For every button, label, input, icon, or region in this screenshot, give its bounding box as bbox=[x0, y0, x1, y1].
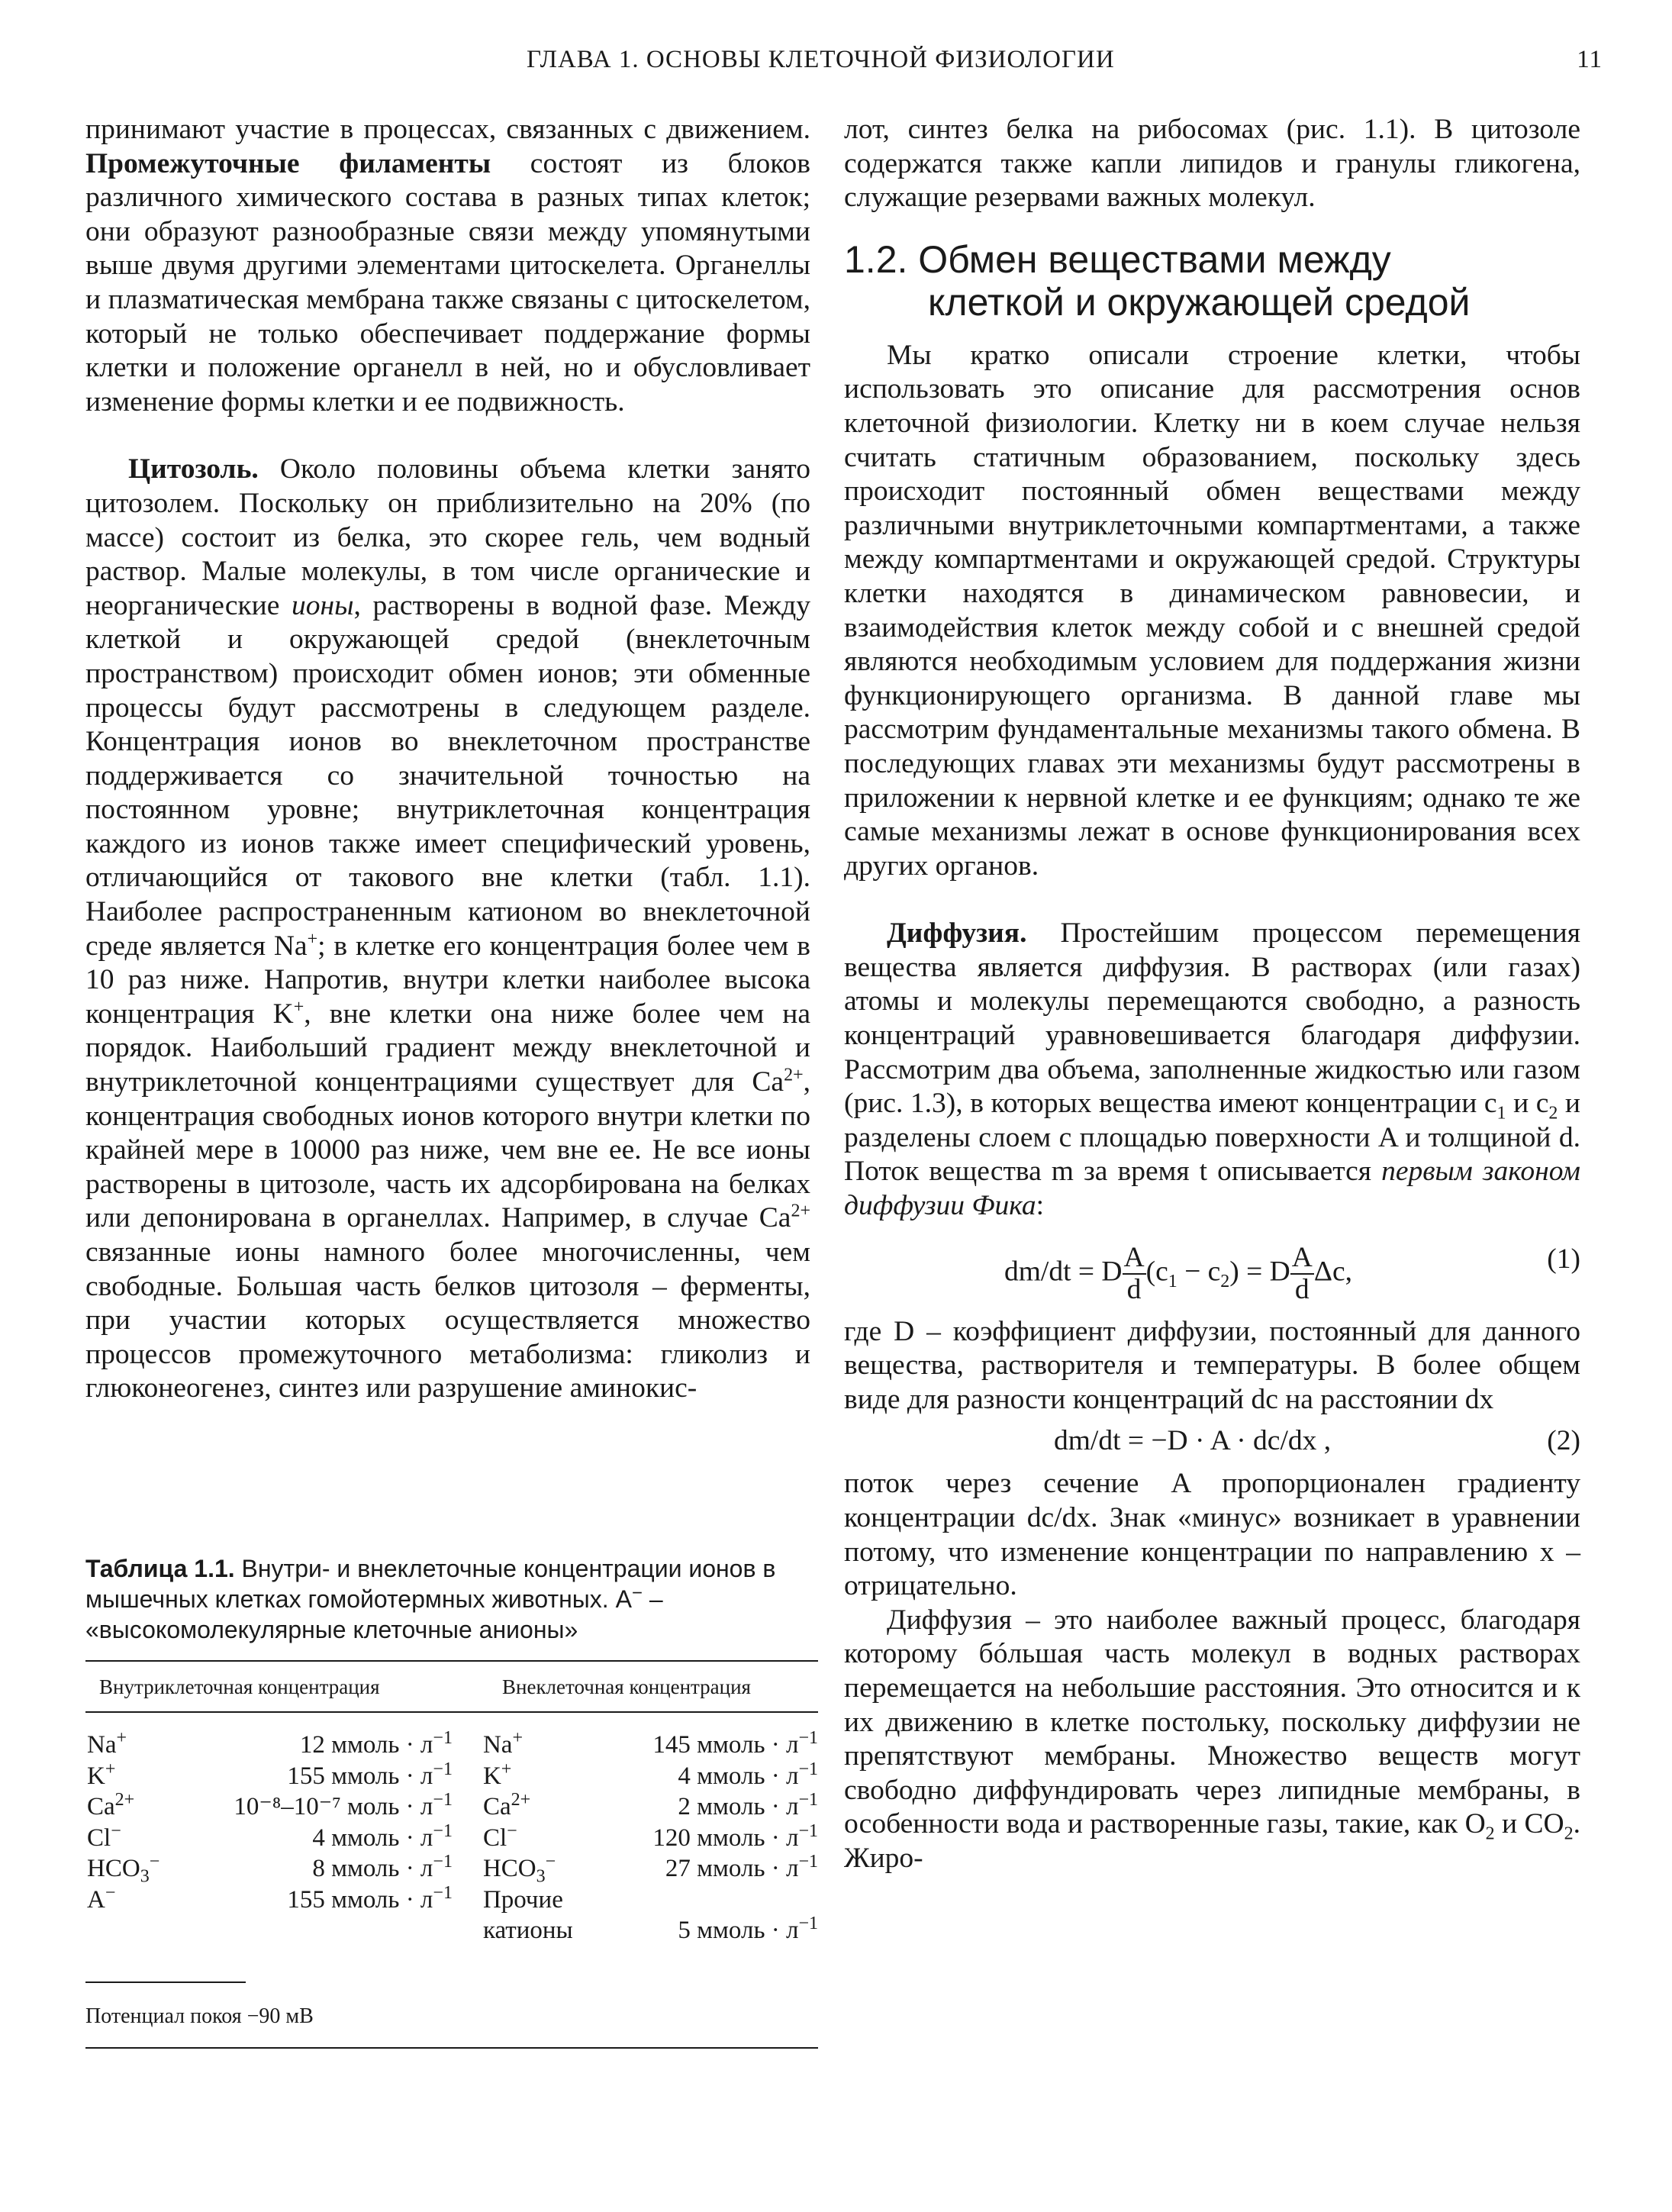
term-intermediate-filaments: Промежуточные филаменты bbox=[85, 147, 491, 179]
ion-extracellular bbox=[468, 1761, 605, 1792]
unit-exponent: −1 bbox=[798, 1820, 818, 1841]
equation-2-number: (2) bbox=[1547, 1425, 1580, 1457]
paragraph-coefficient: где D – коэффициент диффузии, постоянный для данного вещества, растворителя и температуры. В более общем виде для разности концентраций dc на расстоянии dx bbox=[844, 1315, 1580, 1415]
unit-exponent: −1 bbox=[798, 1728, 818, 1748]
text-run: , растворены в водной фазе. Между клеткой и окружающей средой (внеклеточным пространством) происходит обмен ионов; эти обменные процессы будут рассмотрены в следующем разделе. Концентрация ионов во внеклеточном пространстве поддерживается со значительной точностью на постоянном уровне; внутриклеточная концентрация каждого из ионов также имеет специфический уровень, отличающийся от такового вне клетки (табл. 1.1). Наиболее распространенным катионом во внеклеточной среде является Na bbox=[85, 589, 810, 962]
value-extracellular bbox=[605, 1885, 818, 1916]
subscript: 1 bbox=[1496, 1103, 1506, 1124]
header-extracellular: Внеклеточная концентрация bbox=[502, 1675, 751, 1698]
table-1-1 bbox=[85, 1553, 818, 2049]
unit-exponent: −1 bbox=[433, 1759, 453, 1779]
unit-exponent: −1 bbox=[433, 1728, 453, 1748]
equation-2 bbox=[844, 1417, 1580, 1467]
eq-part: (c bbox=[1145, 1256, 1168, 1288]
superscript: 2+ bbox=[784, 1065, 804, 1085]
right-column bbox=[844, 113, 1580, 1876]
text-run: Внутри- и внеклеточные концентрации ионов в мышечных клетках гомойотермных животных. A bbox=[85, 1555, 776, 1613]
eq-part: Δc, bbox=[1313, 1256, 1352, 1288]
unit-exponent: −1 bbox=[798, 1790, 818, 1810]
ion-extracellular bbox=[468, 1730, 605, 1761]
table-body bbox=[85, 1713, 818, 1946]
subscript: 1 bbox=[1168, 1271, 1177, 1291]
concentration: 8 ммоль · л bbox=[312, 1855, 433, 1882]
concentration: 10⁻⁸–10⁻⁷ моль · л bbox=[234, 1793, 433, 1820]
text-run: , концентрация свободных ионов которого внутри клетки по крайней мере в 10000 раз ниже, чем вне ее. Не все ионы растворены в цитозоле, часть их адсорбирована на белках или депонирована в органеллах. Например, в случае Ca bbox=[85, 1066, 810, 1234]
ion-intracellular bbox=[85, 1853, 163, 1885]
fraction bbox=[1123, 1243, 1146, 1305]
unit-exponent: −1 bbox=[433, 1790, 453, 1810]
text-run: : bbox=[1036, 1190, 1045, 1222]
concentration: 12 ммоль · л bbox=[299, 1731, 433, 1759]
text-run: . Жиро- bbox=[844, 1808, 1580, 1874]
term-cytosol: Цитозоль. bbox=[128, 453, 259, 485]
ion-intracellular bbox=[85, 1915, 163, 1946]
denominator: d bbox=[1126, 1273, 1142, 1305]
paragraph-intro: Мы кратко описали строение клетки, чтобы использовать это описание для рассмотрения основ клеточной физиологии. Клетку ни в коем случае нельзя считать статичным образованием, поскольку здесь происходит постоянный обмен веществами между различными внутриклеточными компартментами, а также между компартментами и окружающей средой. Структуры клетки находятся в динамическом равновесии, и взаимодействия клеток между собой и с внешней средой являются необходимым условием для поддержания жизни функционирующего организма. В данной главе мы рассмотрим фундаментальные механизмы такого обмена. В последующих главах эти механизмы будут рассмотрены в приложении к нервной клетке и ее функциям; однако те же самые механизмы лежат в основе функционирования всех других органов. bbox=[844, 339, 1580, 882]
equation-1 bbox=[844, 1224, 1580, 1315]
unit-exponent: −1 bbox=[433, 1882, 453, 1903]
concentration: 155 ммоль · л bbox=[287, 1762, 433, 1790]
paragraph-continuation: лот, синтез белка на рибосомах (рис. 1.1). В цитозоле содержатся также капли липидов и гранулы гликогена, служащие резервами важных молекул. bbox=[844, 114, 1580, 214]
table-row bbox=[85, 1730, 818, 1761]
equation-2-expression: dm/dt = −D · A · dc/dx , bbox=[1054, 1425, 1332, 1457]
ion-symbol: Na bbox=[87, 1731, 117, 1759]
ion-extracellular bbox=[468, 1853, 605, 1885]
ion-symbol: K bbox=[87, 1762, 105, 1790]
table-caption bbox=[85, 1553, 818, 1645]
ion-symbol: HCO bbox=[87, 1855, 140, 1882]
value-extracellular bbox=[605, 1853, 818, 1885]
subscript: 2 bbox=[1220, 1271, 1230, 1291]
ion-symbol: Cl bbox=[87, 1823, 111, 1852]
ion-symbol: Na bbox=[482, 1731, 513, 1759]
value-extracellular bbox=[605, 1915, 818, 1946]
text-run: – «высокомолекулярные клеточные анионы» bbox=[85, 1585, 663, 1643]
subscript: 3 bbox=[536, 1866, 546, 1887]
ion-symbol: A bbox=[87, 1885, 105, 1914]
ion-symbol: Ca bbox=[482, 1793, 511, 1820]
ion-symbol: Cl bbox=[482, 1823, 507, 1852]
ion-symbol: K bbox=[482, 1762, 501, 1790]
paragraph-gradient: поток через сечение A пропорционален градиенту концентрации dc/dx. Знак «минус» возникает в уравнении потому, что изменение концентрации по направлению x – отрицательно. bbox=[844, 1468, 1580, 1602]
subscript: 2 bbox=[1485, 1823, 1495, 1844]
concentration: 5 ммоль · л bbox=[678, 1917, 799, 1944]
header-intracellular: Внутриклеточная концентрация bbox=[99, 1675, 380, 1698]
concentration: 4 ммоль · л bbox=[678, 1762, 799, 1790]
ion-extracellular bbox=[468, 1885, 605, 1916]
running-head bbox=[84, 40, 1603, 85]
superscript: + bbox=[307, 929, 318, 950]
subscript: 3 bbox=[140, 1866, 150, 1887]
superscript: + bbox=[293, 997, 304, 1017]
text-run: Диффузия – это наиболее важный процесс, благодаря которому бóльшая часть молекул в водных растворах перемещается на небольшие расстояния. Это относится и к их движению в клетке постольку, поскольку диффузии не препятствуют мембраны. Множество веществ могут свободно диффундировать через липидные мембраны, в особенности вода и растворенные газы, такие, как O bbox=[844, 1604, 1580, 1840]
table-row bbox=[85, 1882, 818, 1916]
ion-extracellular bbox=[468, 1915, 605, 1946]
ion-extracellular bbox=[468, 1820, 605, 1854]
concentration: 4 ммоль · л bbox=[312, 1823, 433, 1852]
text-run: Около половины объема клетки занято цитозолем. Поскольку он приблизительно на 20% (по массе) состоит из белка, это скорее гель, чем водный раствор. Малые молекулы, в том числе органические и неорганические bbox=[85, 453, 810, 621]
eq-part: − c bbox=[1177, 1256, 1221, 1288]
ion-symbol: катионы bbox=[482, 1917, 573, 1944]
paragraph-cytosol bbox=[85, 453, 810, 1406]
table-row bbox=[85, 1791, 818, 1823]
table-row bbox=[85, 1820, 818, 1854]
section-heading bbox=[844, 238, 1580, 324]
ion-intracellular bbox=[85, 1820, 163, 1854]
page-number: 11 bbox=[1577, 46, 1603, 73]
superscript: 2+ bbox=[114, 1790, 135, 1810]
paragraph-filaments bbox=[85, 113, 810, 419]
text-run: и разделены слоем с площадью поверхности A и толщиной d. Поток вещества m за время t описывается bbox=[844, 1088, 1580, 1188]
superscript: + bbox=[501, 1759, 512, 1779]
denominator: d bbox=[1294, 1273, 1310, 1305]
concentration: 120 ммоль · л bbox=[652, 1823, 799, 1852]
value-extracellular bbox=[605, 1761, 818, 1792]
value-intracellular bbox=[163, 1853, 468, 1885]
term-fick-law: первым законом диффузии Фика bbox=[844, 1156, 1580, 1222]
numerator: A bbox=[1291, 1241, 1313, 1273]
fraction bbox=[1290, 1243, 1314, 1305]
text-run: связанные ионы намного более многочисленны, чем свободные. Большая часть белков цитозоля – ферменты, при участии которых осуществляется множество процессов промежуточного метаболизма: гликолиз и глюконеогенез, синтез или разрушение аминокис- bbox=[85, 1237, 810, 1404]
equation-1-expression bbox=[1004, 1243, 1352, 1305]
chapter-title: ГЛАВА 1. ОСНОВЫ КЛЕТОЧНОЙ ФИЗИОЛОГИИ bbox=[527, 46, 1115, 73]
paragraph-diffusion-importance bbox=[844, 1604, 1580, 1876]
numerator: A bbox=[1123, 1241, 1145, 1273]
table-row bbox=[85, 1761, 818, 1792]
ion-symbol: HCO bbox=[482, 1855, 536, 1882]
table-row bbox=[85, 1915, 818, 1946]
ion-extracellular bbox=[468, 1791, 605, 1823]
footnote-rule bbox=[85, 1981, 246, 1983]
superscript: 2+ bbox=[511, 1790, 531, 1810]
unit-exponent: −1 bbox=[433, 1852, 453, 1872]
paragraph-diffusion bbox=[844, 917, 1580, 1223]
superscript: − bbox=[149, 1852, 160, 1872]
eq-part: dm/dt = D bbox=[1004, 1256, 1123, 1288]
subscript: 2 bbox=[1548, 1103, 1558, 1124]
unit-exponent: −1 bbox=[798, 1914, 818, 1933]
value-intracellular bbox=[163, 1791, 468, 1823]
table-header bbox=[85, 1662, 818, 1713]
ion-intracellular bbox=[85, 1761, 163, 1792]
unit-exponent: −1 bbox=[433, 1820, 453, 1841]
superscript: − bbox=[545, 1852, 556, 1872]
unit-exponent: −1 bbox=[798, 1759, 818, 1779]
superscript: − bbox=[111, 1820, 121, 1841]
concentration: 145 ммоль · л bbox=[652, 1731, 799, 1759]
concentration: 155 ммоль · л bbox=[287, 1885, 433, 1914]
concentration: 2 ммоль · л bbox=[678, 1793, 799, 1820]
ion-intracellular bbox=[85, 1730, 163, 1761]
section-heading-line1: 1.2. Обмен веществами между bbox=[844, 237, 1391, 281]
text-run: и c bbox=[1506, 1088, 1549, 1120]
table-row bbox=[85, 1853, 818, 1885]
superscript: + bbox=[105, 1759, 116, 1779]
text-run: , вне клетки она ниже более чем на порядок. Наибольший градиент между внеклеточной и внутриклеточной концентрациями существует для Ca bbox=[85, 998, 810, 1098]
value-intracellular bbox=[163, 1915, 468, 1946]
value-intracellular bbox=[163, 1761, 468, 1792]
concentration: 27 ммоль · л bbox=[665, 1855, 799, 1882]
equation-1-number: (1) bbox=[1547, 1243, 1580, 1275]
left-column bbox=[85, 113, 810, 1406]
unit-exponent: −1 bbox=[798, 1852, 818, 1872]
ion-intracellular bbox=[85, 1791, 163, 1823]
superscript: + bbox=[512, 1728, 523, 1748]
value-intracellular bbox=[163, 1882, 468, 1916]
table-label: Таблица 1.1. bbox=[85, 1555, 235, 1582]
term-ions: ионы bbox=[292, 589, 354, 621]
text-run: и CO bbox=[1494, 1808, 1564, 1840]
value-extracellular bbox=[605, 1730, 818, 1761]
text-run: ; в клетке его концентрация более чем в 10 раз ниже. Напротив, внутри клетки наиболее высока концентрация K bbox=[85, 930, 810, 1030]
superscript: − bbox=[507, 1820, 517, 1841]
value-intracellular bbox=[163, 1730, 468, 1761]
superscript: − bbox=[631, 1582, 643, 1604]
text-run: Простейшим процессом перемещения вещества является диффузия. В растворах (или газах) атомы и молекулы перемещаются свободно, а разность концентраций уравновешивается благодаря диффузии. Рассмотрим два объема, заполненные жидкостью или газом (рис. 1.3), в которых вещества имеют концентрации c bbox=[844, 917, 1580, 1120]
term-diffusion: Диффузия. bbox=[887, 917, 1027, 950]
eq-part: ) = D bbox=[1229, 1256, 1290, 1288]
subscript: 2 bbox=[1564, 1823, 1574, 1844]
value-extracellular bbox=[605, 1791, 818, 1823]
superscript: + bbox=[116, 1728, 127, 1748]
text-run: принимают участие в процессах, связанных с движением. bbox=[85, 114, 810, 145]
section-heading-line2: клеткой и окружающей средой bbox=[928, 280, 1471, 324]
ion-symbol: Ca bbox=[87, 1793, 115, 1820]
superscript: 2+ bbox=[791, 1201, 810, 1221]
ion-intracellular bbox=[85, 1882, 163, 1916]
superscript: − bbox=[105, 1882, 116, 1903]
value-extracellular bbox=[605, 1820, 818, 1854]
text-run: состоят из блоков различного химического состава в разных типах клеток; они образуют разнообразные связи между упомянутыми выше двумя другими элементами цитоскелета. Органеллы и плазматическая мембрана также связаны с цитоскелетом, который не только обеспечивает поддержание формы клетки и положение органелл в ней, но и обусловливает изменение формы клетки и ее подвижность. bbox=[85, 147, 810, 418]
value-intracellular bbox=[163, 1820, 468, 1854]
table-footnote: Потенциал покоя −90 мВ bbox=[85, 2004, 818, 2049]
ion-symbol: Прочие bbox=[482, 1885, 563, 1914]
